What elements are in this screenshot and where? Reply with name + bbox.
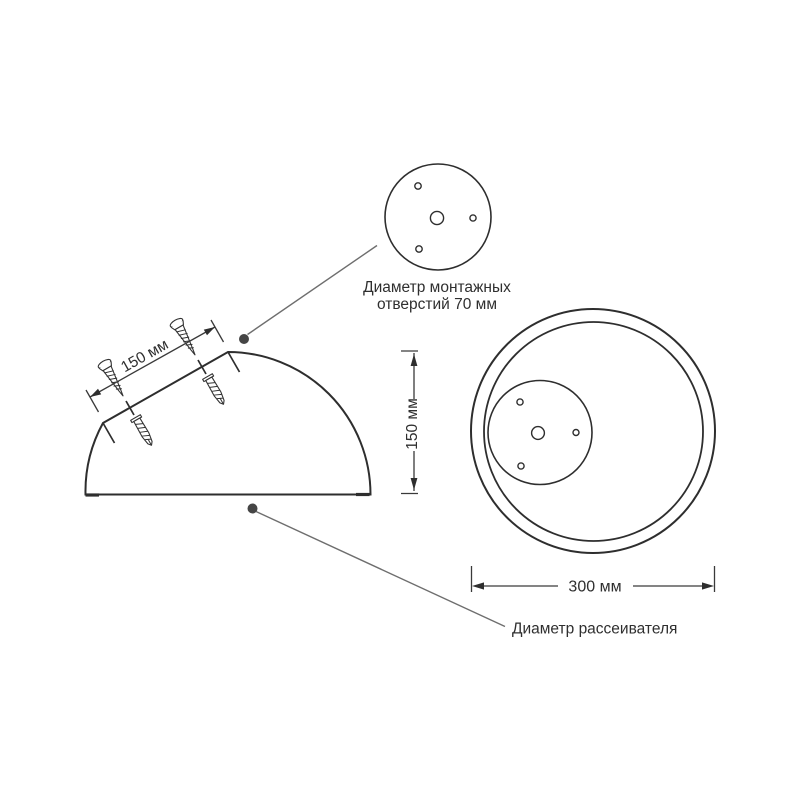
mounting-plate-detail-view xyxy=(385,164,491,270)
mounting-holes-label-line2: отверстий 70 мм xyxy=(376,296,498,313)
leader-dot xyxy=(239,334,249,344)
leader-mounting-plate xyxy=(239,246,377,345)
leader-dot xyxy=(248,504,258,514)
lamp-front-view xyxy=(471,309,715,553)
mounting-hole-right xyxy=(573,430,579,436)
center-hole xyxy=(430,211,443,224)
mounting-holes-label-line1: Диаметр монтажных xyxy=(363,279,511,296)
mounting-hole-bottom xyxy=(518,463,524,469)
height-value: 150 мм xyxy=(404,398,421,450)
center-hole xyxy=(532,427,545,440)
lamp-side-view xyxy=(85,317,370,495)
mounting-hole-bottom xyxy=(416,246,422,252)
diameter-dimension xyxy=(472,566,715,596)
leader-diffuser xyxy=(248,504,506,627)
wall-anchor-icon xyxy=(203,374,229,407)
diameter-value: 300 мм xyxy=(568,578,622,596)
mounting-hole-right xyxy=(470,215,476,221)
screw-position-tick-1 xyxy=(126,401,134,415)
height-dimension xyxy=(401,351,421,494)
wall-anchor-icon xyxy=(131,415,157,448)
mounting-hole-top xyxy=(415,183,421,189)
screw-position-tick-2 xyxy=(198,360,206,374)
mounting-hole-top xyxy=(517,399,523,405)
mount-plane-end-tick-left xyxy=(103,423,115,443)
mount-plane-end-tick-right xyxy=(228,352,240,372)
diffuser-label: Диаметр рассеивателя xyxy=(512,620,678,638)
mounting-spacing-value: 150 мм xyxy=(118,336,172,377)
